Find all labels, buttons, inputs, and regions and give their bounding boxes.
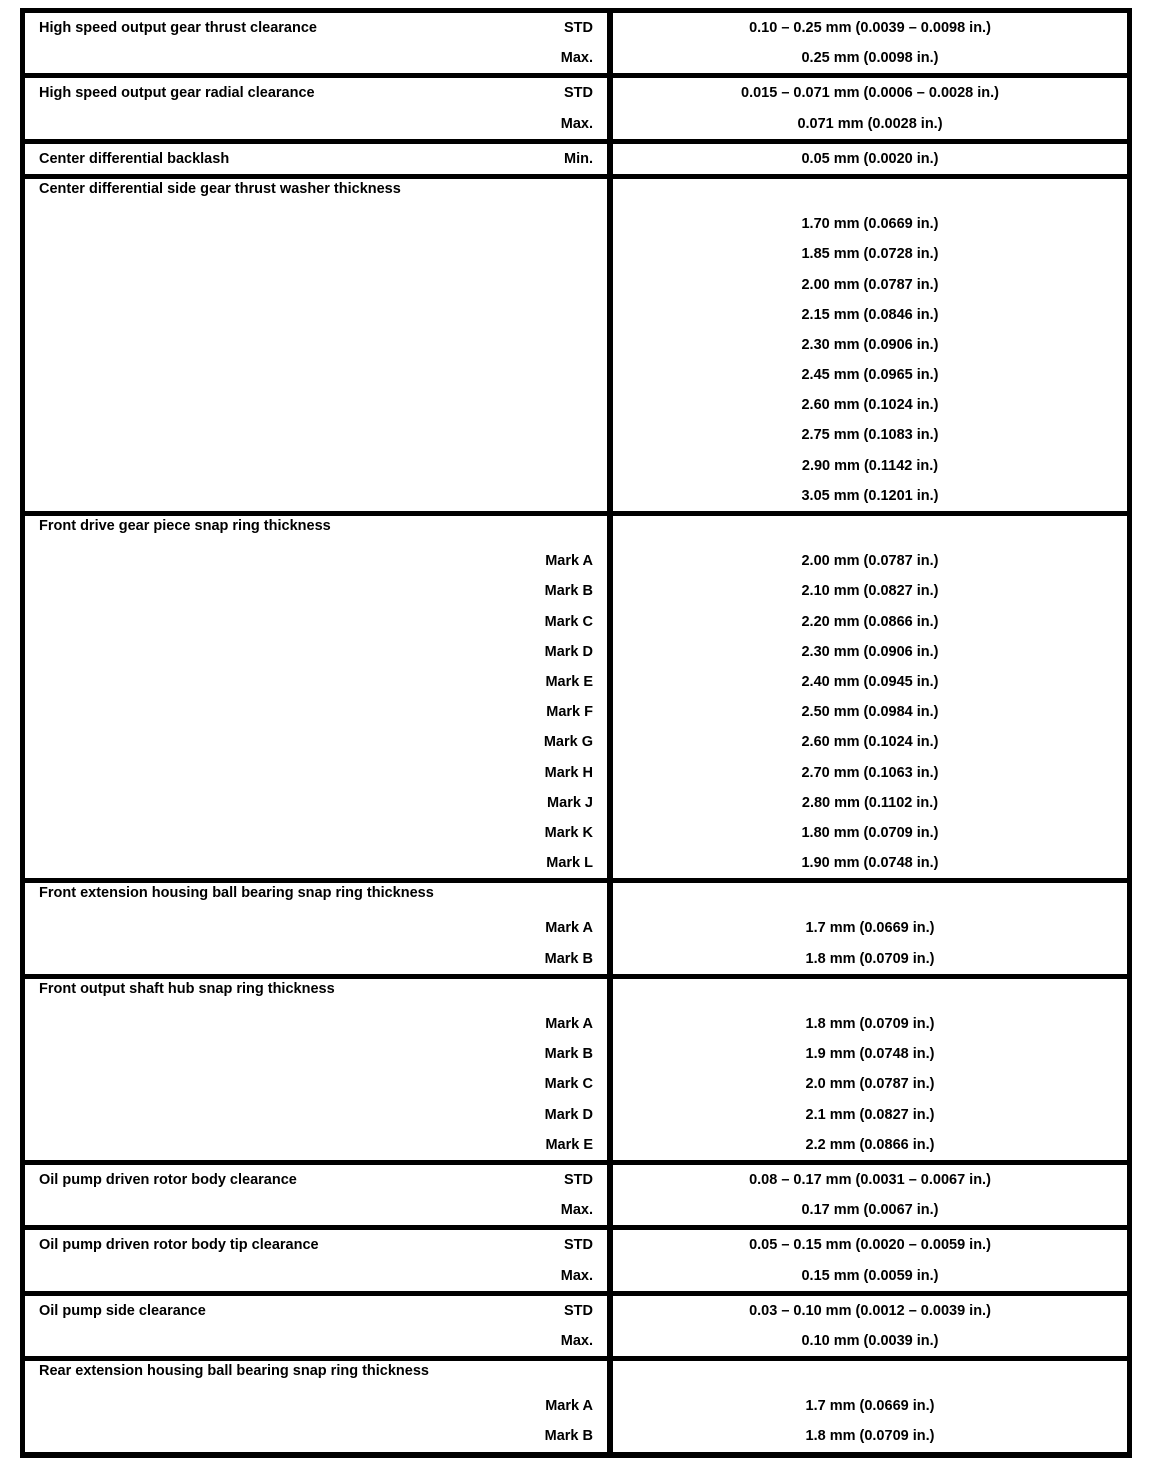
specification-table [20, 8, 1132, 1458]
spec-row-label [25, 239, 607, 269]
spec-value: 2.90 mm (0.1142 in.) [801, 457, 939, 474]
spec-qualifier: Mark B [544, 1046, 593, 1063]
spec-qualifier: Mark H [544, 764, 593, 781]
spec-value: 0.03 – 0.10 mm (0.0012 – 0.0039 in.) [749, 1302, 991, 1319]
spec-row-label [25, 209, 607, 239]
spec-qualifier: Mark J [547, 794, 593, 811]
spec-group [25, 179, 1127, 511]
spec-value: 2.30 mm (0.0906 in.) [801, 336, 939, 353]
spec-group [25, 1296, 1127, 1356]
spec-qualifier: Mark E [545, 673, 593, 690]
spec-label-cell [25, 78, 607, 138]
spec-title: Oil pump driven rotor body tip clearance [39, 1237, 319, 1254]
spec-qualifier: Mark B [544, 583, 593, 600]
spec-row-label [25, 637, 607, 667]
spec-value-spacer [613, 179, 1127, 209]
spec-value: 1.8 mm (0.0709 in.) [805, 950, 935, 967]
spec-value: 2.70 mm (0.1063 in.) [801, 764, 939, 781]
spec-qualifier: Max. [560, 1332, 593, 1349]
spec-value: 2.60 mm (0.1024 in.) [801, 734, 939, 751]
spec-row-label [25, 1230, 607, 1260]
spec-label-cell [25, 1165, 607, 1225]
spec-row-label [25, 1296, 607, 1326]
spec-value-cell [613, 78, 1127, 138]
spec-value: 0.25 mm (0.0098 in.) [801, 50, 939, 67]
spec-qualifier: STD [564, 1171, 593, 1188]
spec-value-spacer [613, 979, 1127, 1009]
spec-qualifier: Mark C [544, 613, 593, 630]
spec-value-cell [613, 1230, 1127, 1290]
spec-title: Front extension housing ball bearing snap ring thickness [39, 885, 434, 902]
spec-row-label [25, 1261, 607, 1291]
spec-row-label [25, 390, 607, 420]
spec-row-label [25, 1165, 607, 1195]
spec-value: 2.00 mm (0.0787 in.) [801, 553, 939, 570]
spec-qualifier: Mark F [546, 704, 593, 721]
spec-title: Oil pump driven rotor body clearance [39, 1171, 297, 1188]
spec-qualifier: Mark L [546, 855, 593, 872]
spec-value: 2.50 mm (0.0984 in.) [801, 704, 939, 721]
spec-value: 1.90 mm (0.0748 in.) [801, 855, 939, 872]
spec-value: 1.8 mm (0.0709 in.) [805, 1428, 935, 1445]
spec-value-cell [613, 1296, 1127, 1356]
spec-row-label [25, 144, 607, 174]
spec-qualifier: Mark E [545, 1136, 593, 1153]
spec-group [25, 13, 1127, 73]
spec-value: 1.70 mm (0.0669 in.) [801, 216, 939, 233]
spec-value-cell [613, 883, 1127, 974]
spec-qualifier: STD [564, 1237, 593, 1254]
spec-value: 0.08 – 0.17 mm (0.0031 – 0.0067 in.) [749, 1171, 991, 1188]
spec-value: 2.15 mm (0.0846 in.) [801, 306, 939, 323]
spec-row-label [25, 270, 607, 300]
spec-value: 2.45 mm (0.0965 in.) [801, 367, 939, 384]
spec-row-label [25, 607, 607, 637]
spec-row-label [25, 330, 607, 360]
spec-qualifier: Min. [564, 150, 593, 167]
spec-qualifier: Mark A [545, 1016, 593, 1032]
spec-row-label [25, 546, 607, 576]
spec-row-label [25, 1039, 607, 1069]
spec-title: Center differential backlash [39, 150, 230, 167]
spec-row-label [25, 848, 607, 878]
spec-row-label [25, 300, 607, 330]
spec-group [25, 144, 1127, 174]
spec-row-label [25, 818, 607, 848]
spec-label-cell [25, 179, 607, 511]
spec-row-label [25, 451, 607, 481]
spec-title: Front drive gear piece snap ring thickness [39, 518, 331, 534]
spec-title-row [25, 1361, 607, 1391]
spec-value: 1.80 mm (0.0709 in.) [801, 824, 939, 841]
spec-value: 0.17 mm (0.0067 in.) [801, 1202, 939, 1219]
spec-value: 2.60 mm (0.1024 in.) [801, 397, 939, 414]
spec-title-row [25, 516, 607, 546]
spec-row-label [25, 43, 607, 73]
spec-title-row [25, 979, 607, 1009]
spec-value: 0.10 mm (0.0039 in.) [801, 1332, 939, 1349]
spec-row-label [25, 576, 607, 606]
spec-row-label [25, 1100, 607, 1130]
spec-title: High speed output gear thrust clearance [39, 20, 317, 36]
spec-value-cell [613, 516, 1127, 878]
spec-value-cell [613, 13, 1127, 73]
spec-label-cell [25, 144, 607, 174]
spec-row-label [25, 1069, 607, 1099]
spec-qualifier: Max. [560, 1267, 593, 1284]
spec-value: 3.05 mm (0.1201 in.) [801, 487, 939, 504]
spec-value: 1.7 mm (0.0669 in.) [805, 920, 935, 937]
spec-group [25, 883, 1127, 974]
spec-qualifier: Mark K [544, 824, 593, 841]
spec-qualifier: Mark C [544, 1076, 593, 1093]
spec-label-cell [25, 883, 607, 974]
spec-row-label [25, 1326, 607, 1356]
spec-value: 1.85 mm (0.0728 in.) [801, 246, 939, 263]
spec-value-cell [613, 979, 1127, 1160]
spec-qualifier: Mark A [545, 1398, 593, 1415]
spec-row-label [25, 1195, 607, 1225]
spec-title-row [25, 883, 607, 913]
spec-qualifier: STD [564, 1302, 593, 1319]
spec-row-label [25, 1421, 607, 1451]
spec-row-label [25, 1009, 607, 1039]
spec-row-label [25, 360, 607, 390]
spec-row-label [25, 727, 607, 757]
spec-title-row [25, 179, 607, 209]
spec-value: 2.75 mm (0.1083 in.) [801, 427, 939, 444]
spec-qualifier: STD [564, 20, 593, 36]
spec-qualifier: Mark A [545, 920, 593, 937]
spec-value: 2.2 mm (0.0866 in.) [805, 1136, 935, 1153]
spec-label-cell [25, 1296, 607, 1356]
spec-value: 1.9 mm (0.0748 in.) [805, 1046, 935, 1063]
spec-row-label [25, 78, 607, 108]
spec-title: Oil pump side clearance [39, 1302, 206, 1319]
spec-value: 0.05 – 0.15 mm (0.0020 – 0.0059 in.) [749, 1237, 991, 1254]
spec-qualifier: Max. [560, 115, 593, 132]
spec-group [25, 516, 1127, 878]
spec-value-spacer [613, 1361, 1127, 1391]
spec-label-cell [25, 1230, 607, 1290]
spec-row-label [25, 13, 607, 43]
spec-group [25, 979, 1127, 1160]
spec-row-label [25, 913, 607, 943]
spec-value: 2.80 mm (0.1102 in.) [801, 794, 939, 811]
spec-value-cell [613, 1165, 1127, 1225]
spec-value: 2.40 mm (0.0945 in.) [801, 673, 939, 690]
spec-title: Center differential side gear thrust washer thickness [39, 180, 401, 197]
spec-row-label [25, 667, 607, 697]
spec-row-label [25, 758, 607, 788]
spec-title: Rear extension housing ball bearing snap ring thickness [39, 1363, 429, 1380]
spec-group [25, 1361, 1127, 1452]
spec-row-label [25, 788, 607, 818]
spec-row-label [25, 1130, 607, 1160]
spec-value-cell [613, 1361, 1127, 1452]
spec-qualifier: Mark A [545, 553, 593, 570]
spec-qualifier: STD [564, 85, 593, 102]
spec-value: 0.071 mm (0.0028 in.) [797, 115, 943, 132]
spec-value: 0.05 mm (0.0020 in.) [801, 150, 939, 167]
spec-row-label [25, 109, 607, 139]
spec-value-cell [613, 179, 1127, 511]
spec-value: 1.8 mm (0.0709 in.) [805, 1016, 935, 1032]
spec-group [25, 1165, 1127, 1225]
spec-row-label [25, 420, 607, 450]
spec-title: High speed output gear radial clearance [39, 85, 315, 102]
spec-value: 2.20 mm (0.0866 in.) [801, 613, 939, 630]
spec-value-spacer [613, 883, 1127, 913]
spec-row-label [25, 1391, 607, 1421]
spec-value: 1.7 mm (0.0669 in.) [805, 1398, 935, 1415]
spec-qualifier: Max. [560, 1202, 593, 1219]
spec-label-cell [25, 516, 607, 878]
spec-qualifier: Mark B [544, 950, 593, 967]
spec-value-spacer [613, 516, 1127, 546]
spec-value: 2.10 mm (0.0827 in.) [801, 583, 939, 600]
spec-label-cell [25, 13, 607, 73]
spec-value: 2.30 mm (0.0906 in.) [801, 643, 939, 660]
spec-qualifier: Mark D [544, 1106, 593, 1123]
spec-group [25, 78, 1127, 138]
spec-group [25, 1230, 1127, 1290]
spec-label-cell [25, 979, 607, 1160]
spec-row-label [25, 944, 607, 974]
spec-value: 2.1 mm (0.0827 in.) [805, 1106, 935, 1123]
spec-qualifier: Mark G [543, 734, 593, 751]
spec-title: Front output shaft hub snap ring thickness [39, 980, 335, 997]
spec-value: 2.0 mm (0.0787 in.) [805, 1076, 935, 1093]
spec-value: 2.00 mm (0.0787 in.) [801, 276, 939, 293]
spec-qualifier: Mark D [544, 643, 593, 660]
spec-row-label [25, 481, 607, 511]
spec-value-cell [613, 144, 1127, 174]
spec-value: 0.10 – 0.25 mm (0.0039 – 0.0098 in.) [749, 20, 991, 36]
spec-qualifier: Mark B [544, 1428, 593, 1445]
spec-qualifier: Max. [560, 50, 593, 67]
spec-label-cell [25, 1361, 607, 1452]
spec-value: 0.015 – 0.071 mm (0.0006 – 0.0028 in.) [741, 85, 999, 102]
spec-row-label [25, 697, 607, 727]
spec-value: 0.15 mm (0.0059 in.) [801, 1267, 939, 1284]
